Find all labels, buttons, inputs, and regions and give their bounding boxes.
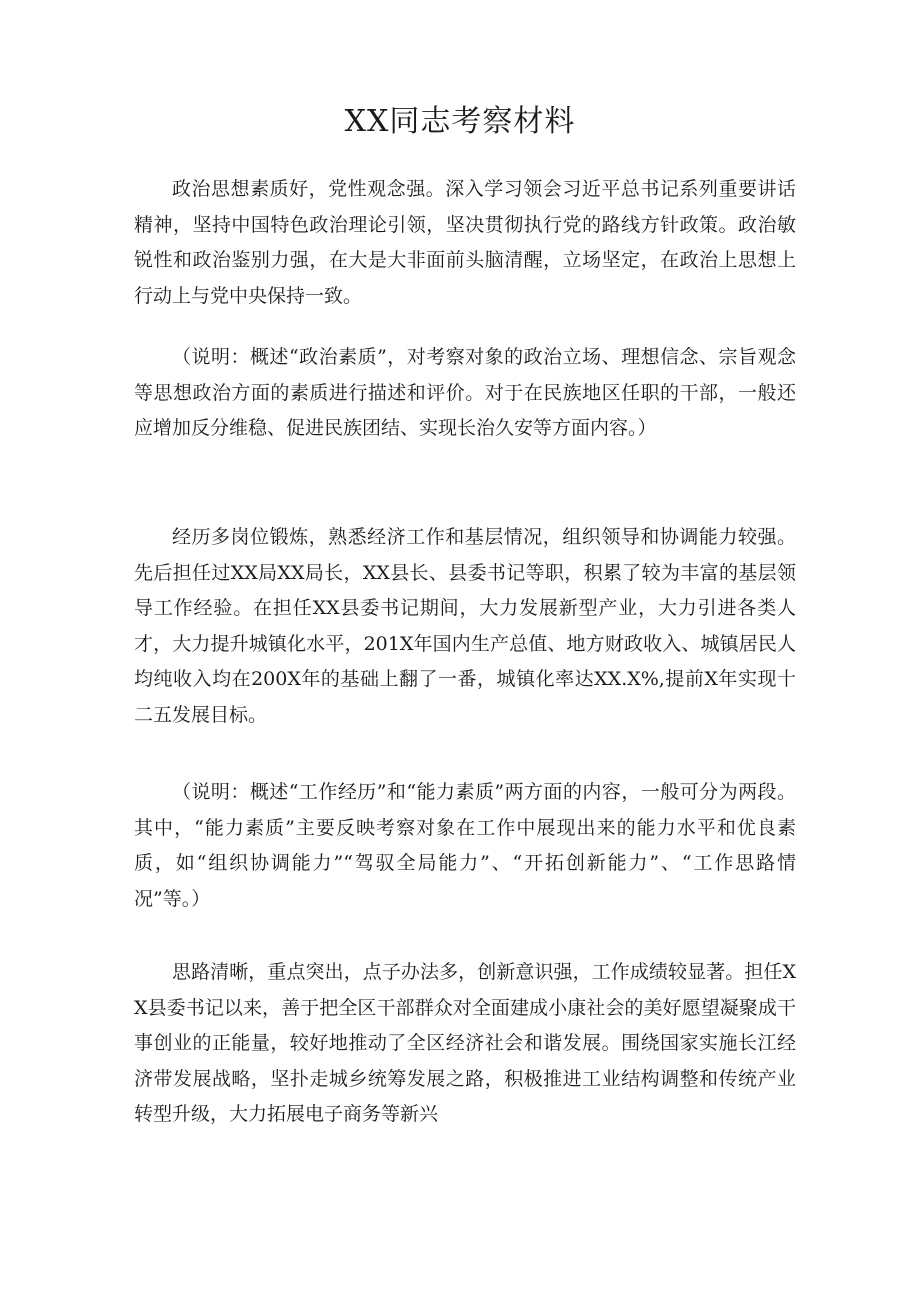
note-political-quality: （说明：概述“政治素质”，对考察对象的政治立场、理想信念、宗旨观念等思想政治方面的素质进行描述和评价。对于在民族地区任职的干部，一般还应增加反分维稳、促进民族团结、实现长治久安等方面内容。）: [134, 346, 796, 440]
paragraph-political-quality: 政治思想素质好，党性观念强。深入学习领会习近平总书记系列重要讲话精神，坚持中国特色政治理论引领，坚决贯彻执行党的路线方针政策。政治敏锐性和政治鉴别力强，在大是大非面前头脑清醒，立场坚定，在政治上思想上行动上与党中央保持一致。: [134, 178, 796, 307]
document-title: XX同志考察材料: [344, 104, 576, 139]
paragraph-work-experience: 经历多岗位锻炼，熟悉经济工作和基层情况，组织领导和协调能力较强。先后担任过XX局XX局长，XX县长、县委书记等职，积累了较为丰富的基层领导工作经验。在担任XX县委书记期间，大力发展新型产业，大力引进各类人才，大力提升城镇化水平，201X年国内生产总值、地方财政收入、城镇居民人均纯收入均在200X年的基础上翻了一番，城镇化率达XX.X%,提前X年实现十二五发展目标。: [134, 526, 796, 726]
note-work-experience: （说明：概述“工作经历”和“能力素质”两方面的内容，一般可分为两段。其中，“能力素质”主要反映考察对象在工作中展现出来的能力水平和优良素质，如“组织协调能力”“驾驭全局能力”、“开拓创新能力”、“工作思路情况”等。）: [134, 781, 796, 910]
paragraph-work-performance: 思路清晰，重点突出，点子办法多，创新意识强，工作成绩较显著。担任XX县委书记以来，善于把全区干部群众对全面建成小康社会的美好愿望凝聚成干事创业的正能量，较好地推动了全区经济社会和谐发展。围绕国家实施长江经济带发展战略，坚扑走城乡统筹发展之路，积极推进工业结构调整和传统产业转型升级，大力拓展电子商务等新兴: [134, 961, 796, 1126]
